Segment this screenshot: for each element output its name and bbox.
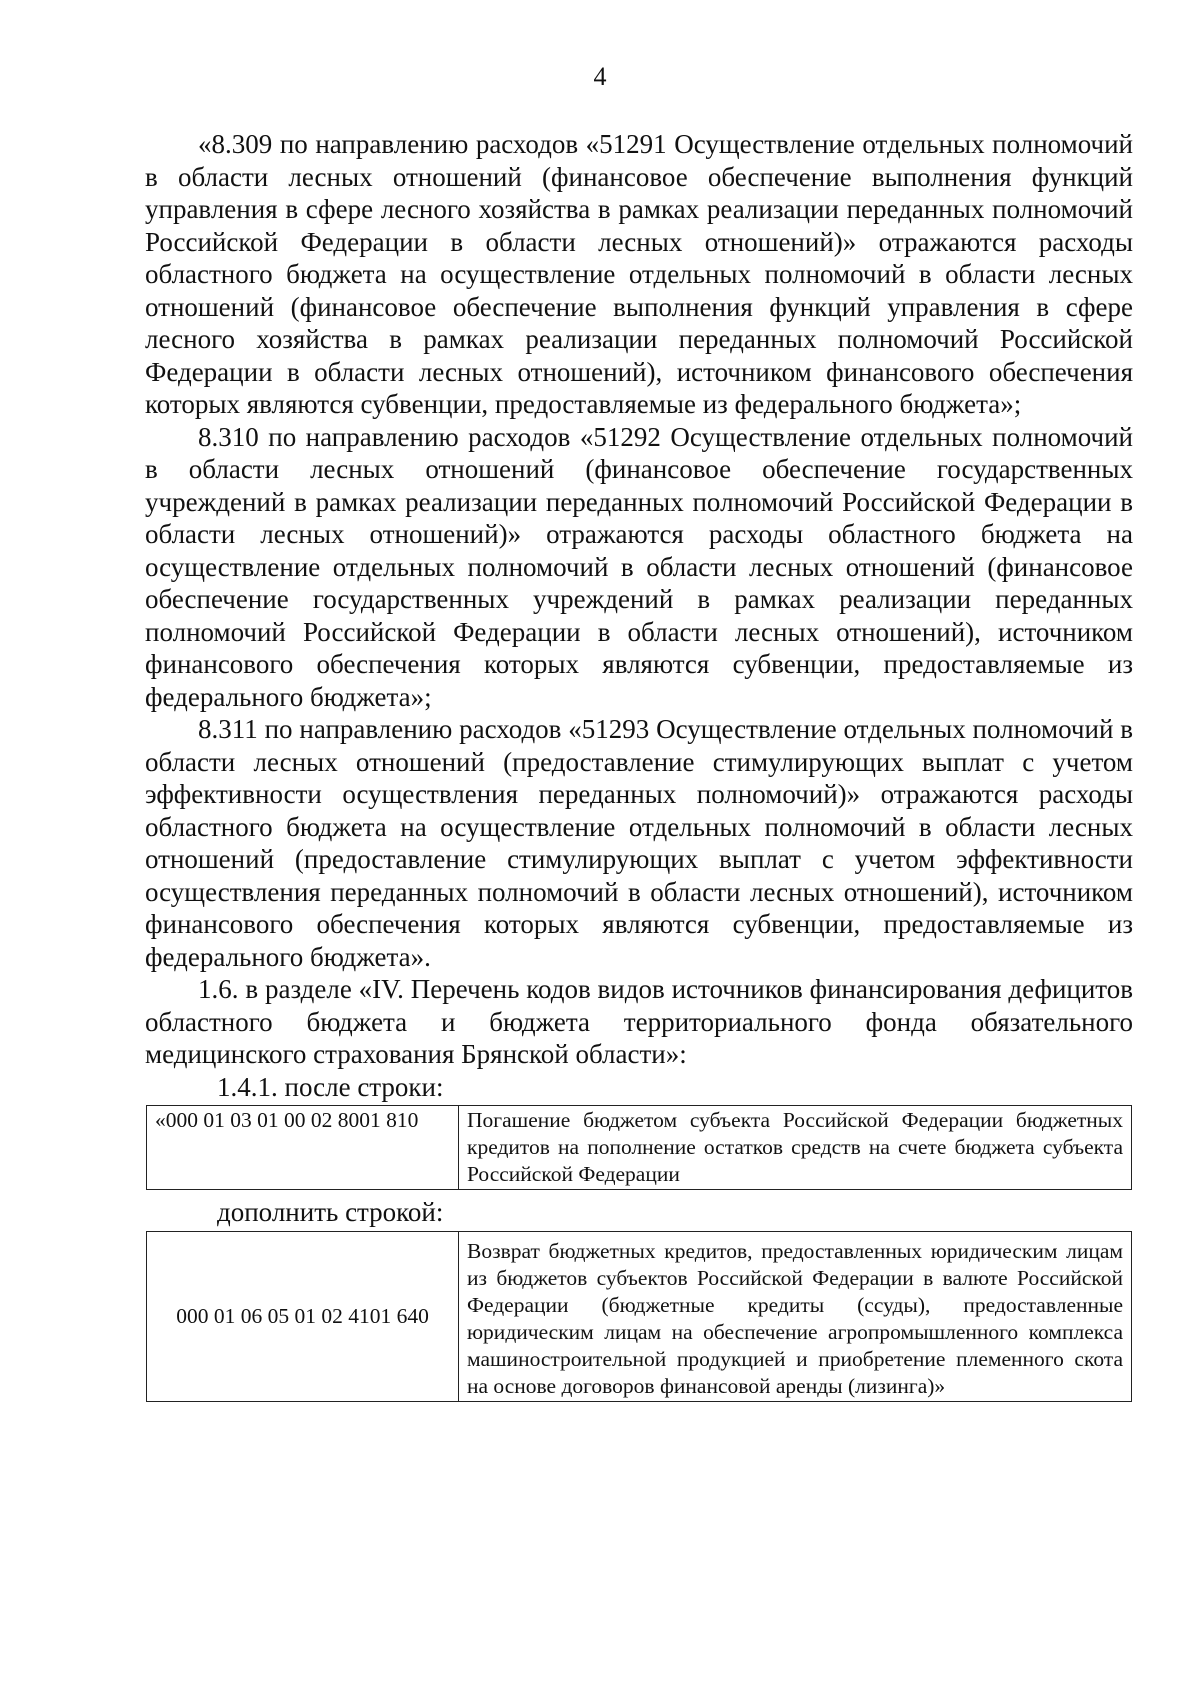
paragraph-8-311: 8.311 по направлению расходов «51293 Осуществление отдельных полномочий в области лесных отношений (предоставление стимулирующих выплат с учетом эффективности осуществления переданных полномочий)» отражаются расходы областного бюджета на осуществление отдельных полномочий в области лесных отношений (предоставление стимулирующих выплат с учетом эффективности осуществления переданных полномочий в области лесных отношений), источником финансового обеспечения которых являются субвенции, предоставляемые из федерального бюджета».: [145, 714, 1133, 972]
added-row-table: [146, 1231, 1132, 1402]
paragraph-8-309: «8.309 по направлению расходов «51291 Осуществление отдельных полномочий в области лесных отношений (финансовое обеспечение выполнения функций управления в сфере лесного хозяйства в рамках реализации переданных полномочий Российской Федерации в области лесных отношений)» отражаются расходы областного бюджета на осуществление отдельных полномочий в области лесных отношений (финансовое обеспечение выполнения функций управления в сфере лесного хозяйства в рамках реализации переданных полномочий Российской Федерации в области лесных отношений), источником финансового обеспечения которых являются субвенции, предоставляемые из федерального бюджета»;: [145, 129, 1133, 419]
existing-row-table: [146, 1105, 1132, 1190]
page-number: 4: [593, 62, 607, 91]
paragraph-1-6: 1.6. в разделе «IV. Перечень кодов видов источников финансирования дефицитов областного бюджета и бюджета территориального фонда обязательного медицинского страхования Брянской области»:: [145, 974, 1133, 1069]
table-row: [147, 1106, 1132, 1190]
paragraph-8-310: 8.310 по направлению расходов «51292 Осуществление отдельных полномочий в области лесных отношений (финансовое обеспечение государственных учреждений в рамках реализации переданных полномочий Российской Федерации в области лесных отношений)» отражаются расходы областного бюджета на осуществление отдельных полномочий в области лесных отношений (финансовое обеспечение государственных учреждений в рамках реализации переданных полномочий Российской Федерации в области лесных отношений), источником финансового обеспечения которых являются субвенции, предоставляемые из федерального бюджета»;: [145, 421, 1133, 712]
source-code-cell: «000 01 03 01 00 02 8001 810: [147, 1106, 459, 1190]
source-description-cell: Возврат бюджетных кредитов, предоставленных юридическим лицам из бюджетов субъектов Российской Федерации в валюте Российской Федерации (бюджетные кредиты (ссуды), предоставленные юридическим лицам на обеспечение агропромышленного комплекса машиностроительной продукцией и приобретение племенного скота на основе договоров финансовой аренды (лизинга)»: [459, 1231, 1132, 1401]
after-row-label: 1.4.1. после строки:: [217, 1071, 444, 1102]
document-body: [145, 128, 1133, 1402]
source-code-cell: 000 01 06 05 01 02 4101 640: [147, 1231, 459, 1401]
table-row: [147, 1231, 1132, 1401]
source-description-cell: Погашение бюджетом субъекта Российской Федерации бюджетных кредитов на пополнение остатков средств на счете бюджета субъекта Российской Федерации: [459, 1106, 1132, 1190]
add-row-label: дополнить строкой:: [217, 1197, 444, 1227]
